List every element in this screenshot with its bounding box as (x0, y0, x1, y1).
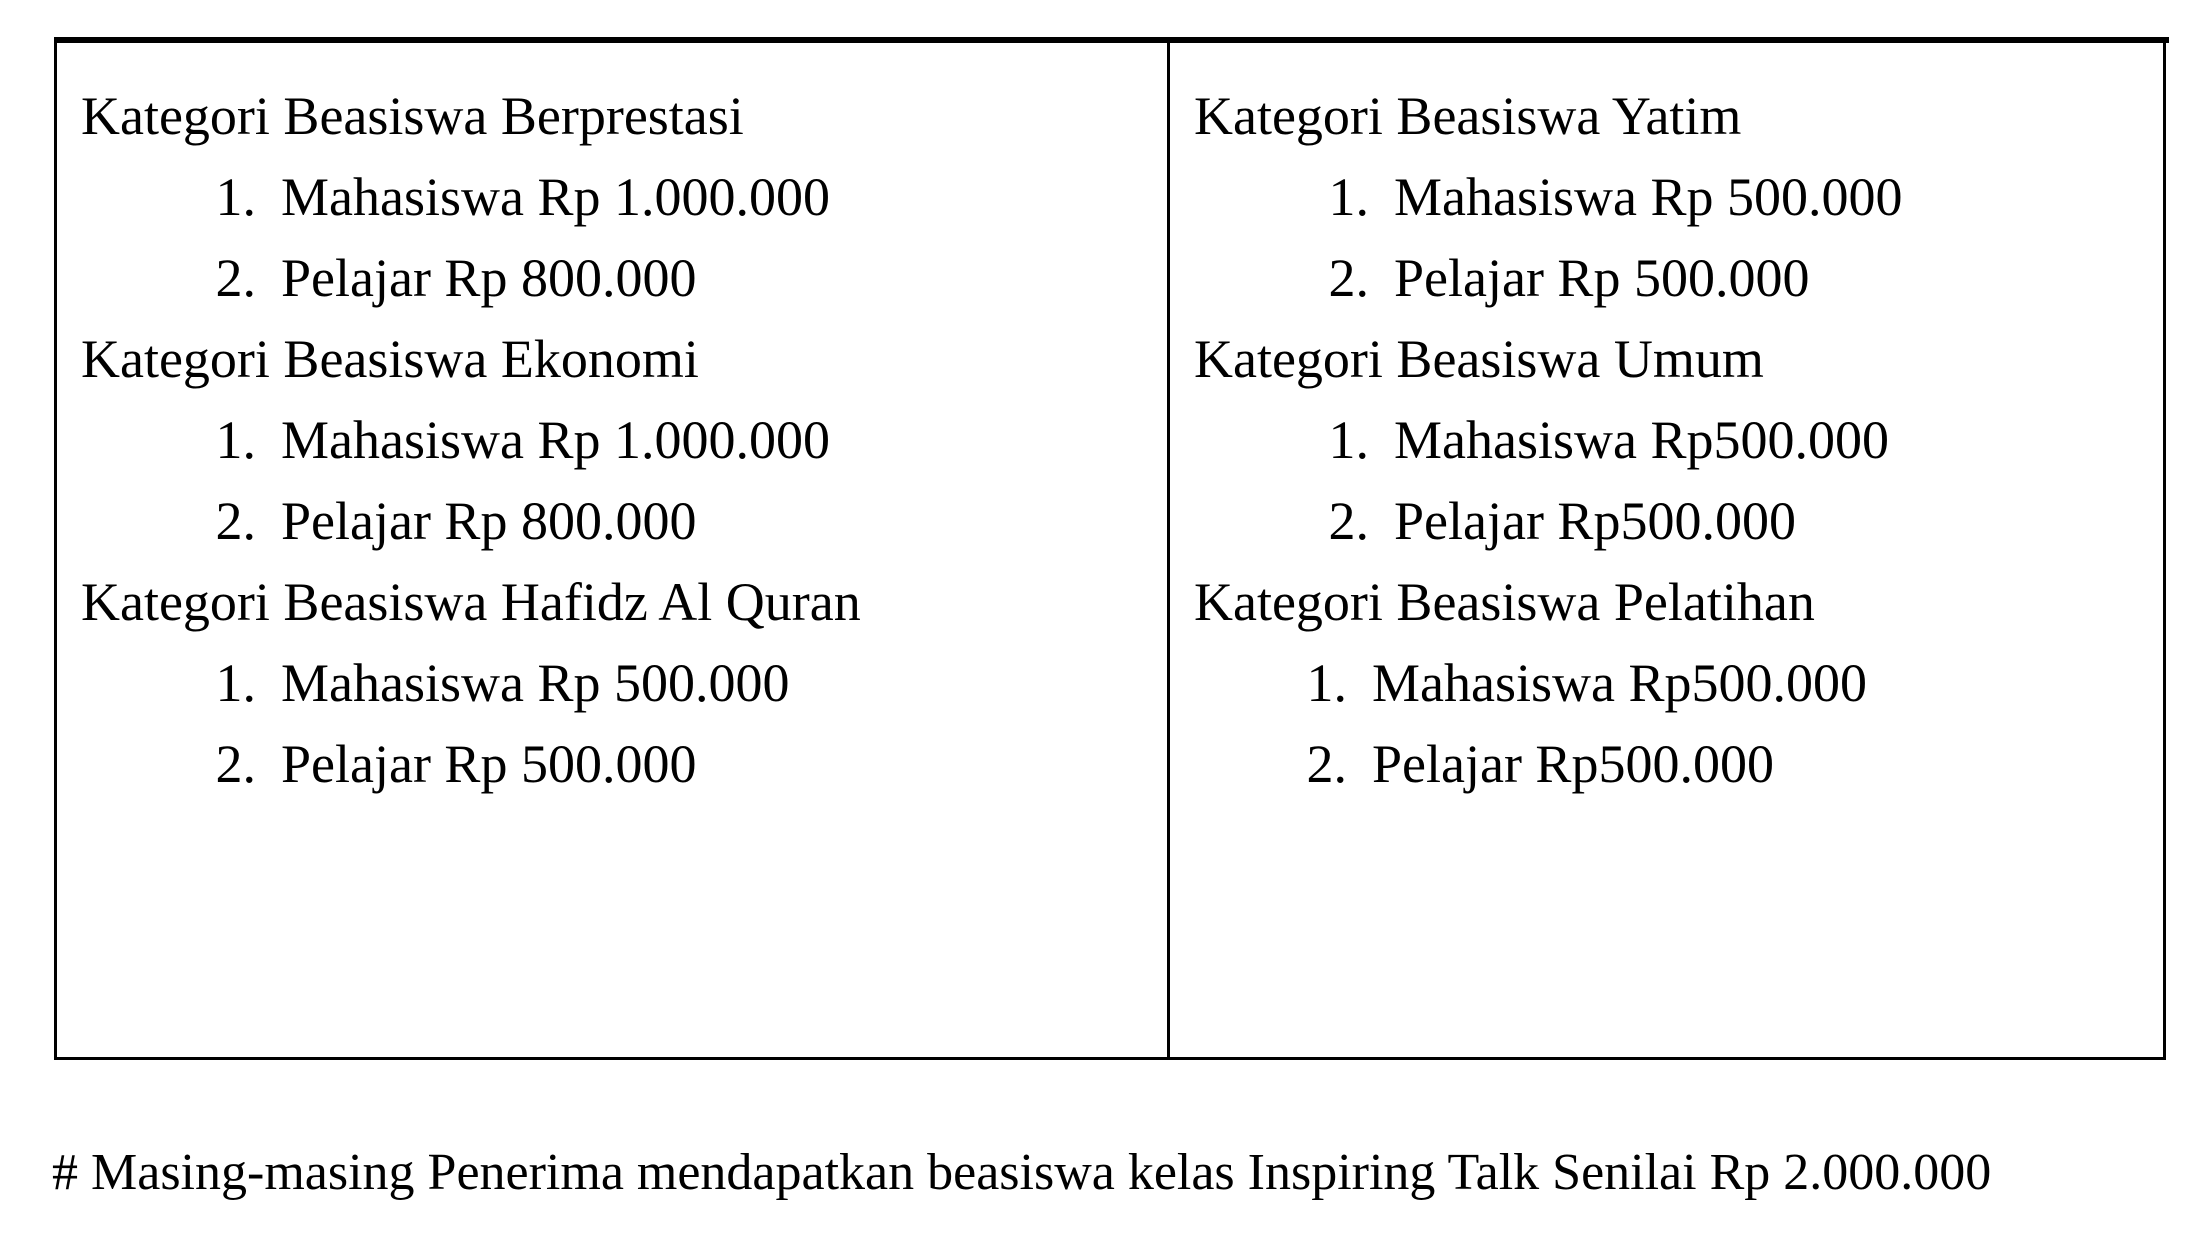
list-item-text: Pelajar Rp 800.000 (281, 491, 697, 551)
category-title: Kategori Beasiswa Umum (1194, 329, 1764, 389)
list-number: 1. (1306, 653, 1347, 713)
list-number: 1. (215, 167, 256, 227)
category-pelatihan (1194, 562, 2163, 805)
list-item-text: Pelajar Rp 500.000 (281, 734, 697, 794)
category-title: Kategori Beasiswa Yatim (1194, 86, 1742, 146)
list-item (1194, 643, 2163, 724)
list-item (81, 481, 1167, 562)
list-item (1194, 481, 2163, 562)
list-item-text: Mahasiswa Rp 500.000 (281, 653, 790, 713)
list-number: 2. (215, 491, 256, 551)
list-number: 2. (1328, 248, 1369, 308)
list-item (1194, 400, 2163, 481)
list-item (1194, 238, 2163, 319)
list-item (81, 724, 1167, 805)
list-item-text: Pelajar Rp 500.000 (1394, 248, 1810, 308)
list-item (81, 643, 1167, 724)
category-yatim (1194, 76, 2163, 319)
list-number: 1. (215, 410, 256, 470)
list-number: 1. (1328, 410, 1369, 470)
list-item-text: Mahasiswa Rp500.000 (1372, 653, 1867, 713)
list-item-text: Pelajar Rp500.000 (1372, 734, 1774, 794)
category-title: Kategori Beasiswa Berprestasi (81, 86, 744, 146)
list-item-text: Mahasiswa Rp 1.000.000 (281, 167, 830, 227)
table-column-right (1170, 43, 2163, 1057)
category-ekonomi (81, 319, 1167, 562)
category-hafidz-al-quran (81, 562, 1167, 805)
list-item-text: Pelajar Rp500.000 (1394, 491, 1796, 551)
list-item-text: Mahasiswa Rp 1.000.000 (281, 410, 830, 470)
list-number: 1. (1328, 167, 1369, 227)
list-number: 2. (1328, 491, 1369, 551)
list-number: 2. (215, 734, 256, 794)
list-number: 2. (1306, 734, 1347, 794)
list-number: 1. (215, 653, 256, 713)
list-item (81, 157, 1167, 238)
category-umum (1194, 319, 2163, 562)
list-item-text: Pelajar Rp 800.000 (281, 248, 697, 308)
list-item (1194, 157, 2163, 238)
footnote: # Masing-masing Penerima mendapatkan beasiswa kelas Inspiring Talk Senilai Rp 2.000.000 (52, 1144, 1992, 1201)
list-item-text: Mahasiswa Rp 500.000 (1394, 167, 1903, 227)
category-title: Kategori Beasiswa Pelatihan (1194, 572, 1815, 632)
list-item (1194, 724, 2163, 805)
category-title: Kategori Beasiswa Ekonomi (81, 329, 699, 389)
category-berprestasi (81, 76, 1167, 319)
list-item (81, 400, 1167, 481)
list-item-text: Mahasiswa Rp500.000 (1394, 410, 1889, 470)
list-item (81, 238, 1167, 319)
list-number: 2. (215, 248, 256, 308)
scholarship-table (54, 40, 2166, 1060)
category-title: Kategori Beasiswa Hafidz Al Quran (81, 572, 861, 632)
table-column-left (57, 43, 1170, 1057)
